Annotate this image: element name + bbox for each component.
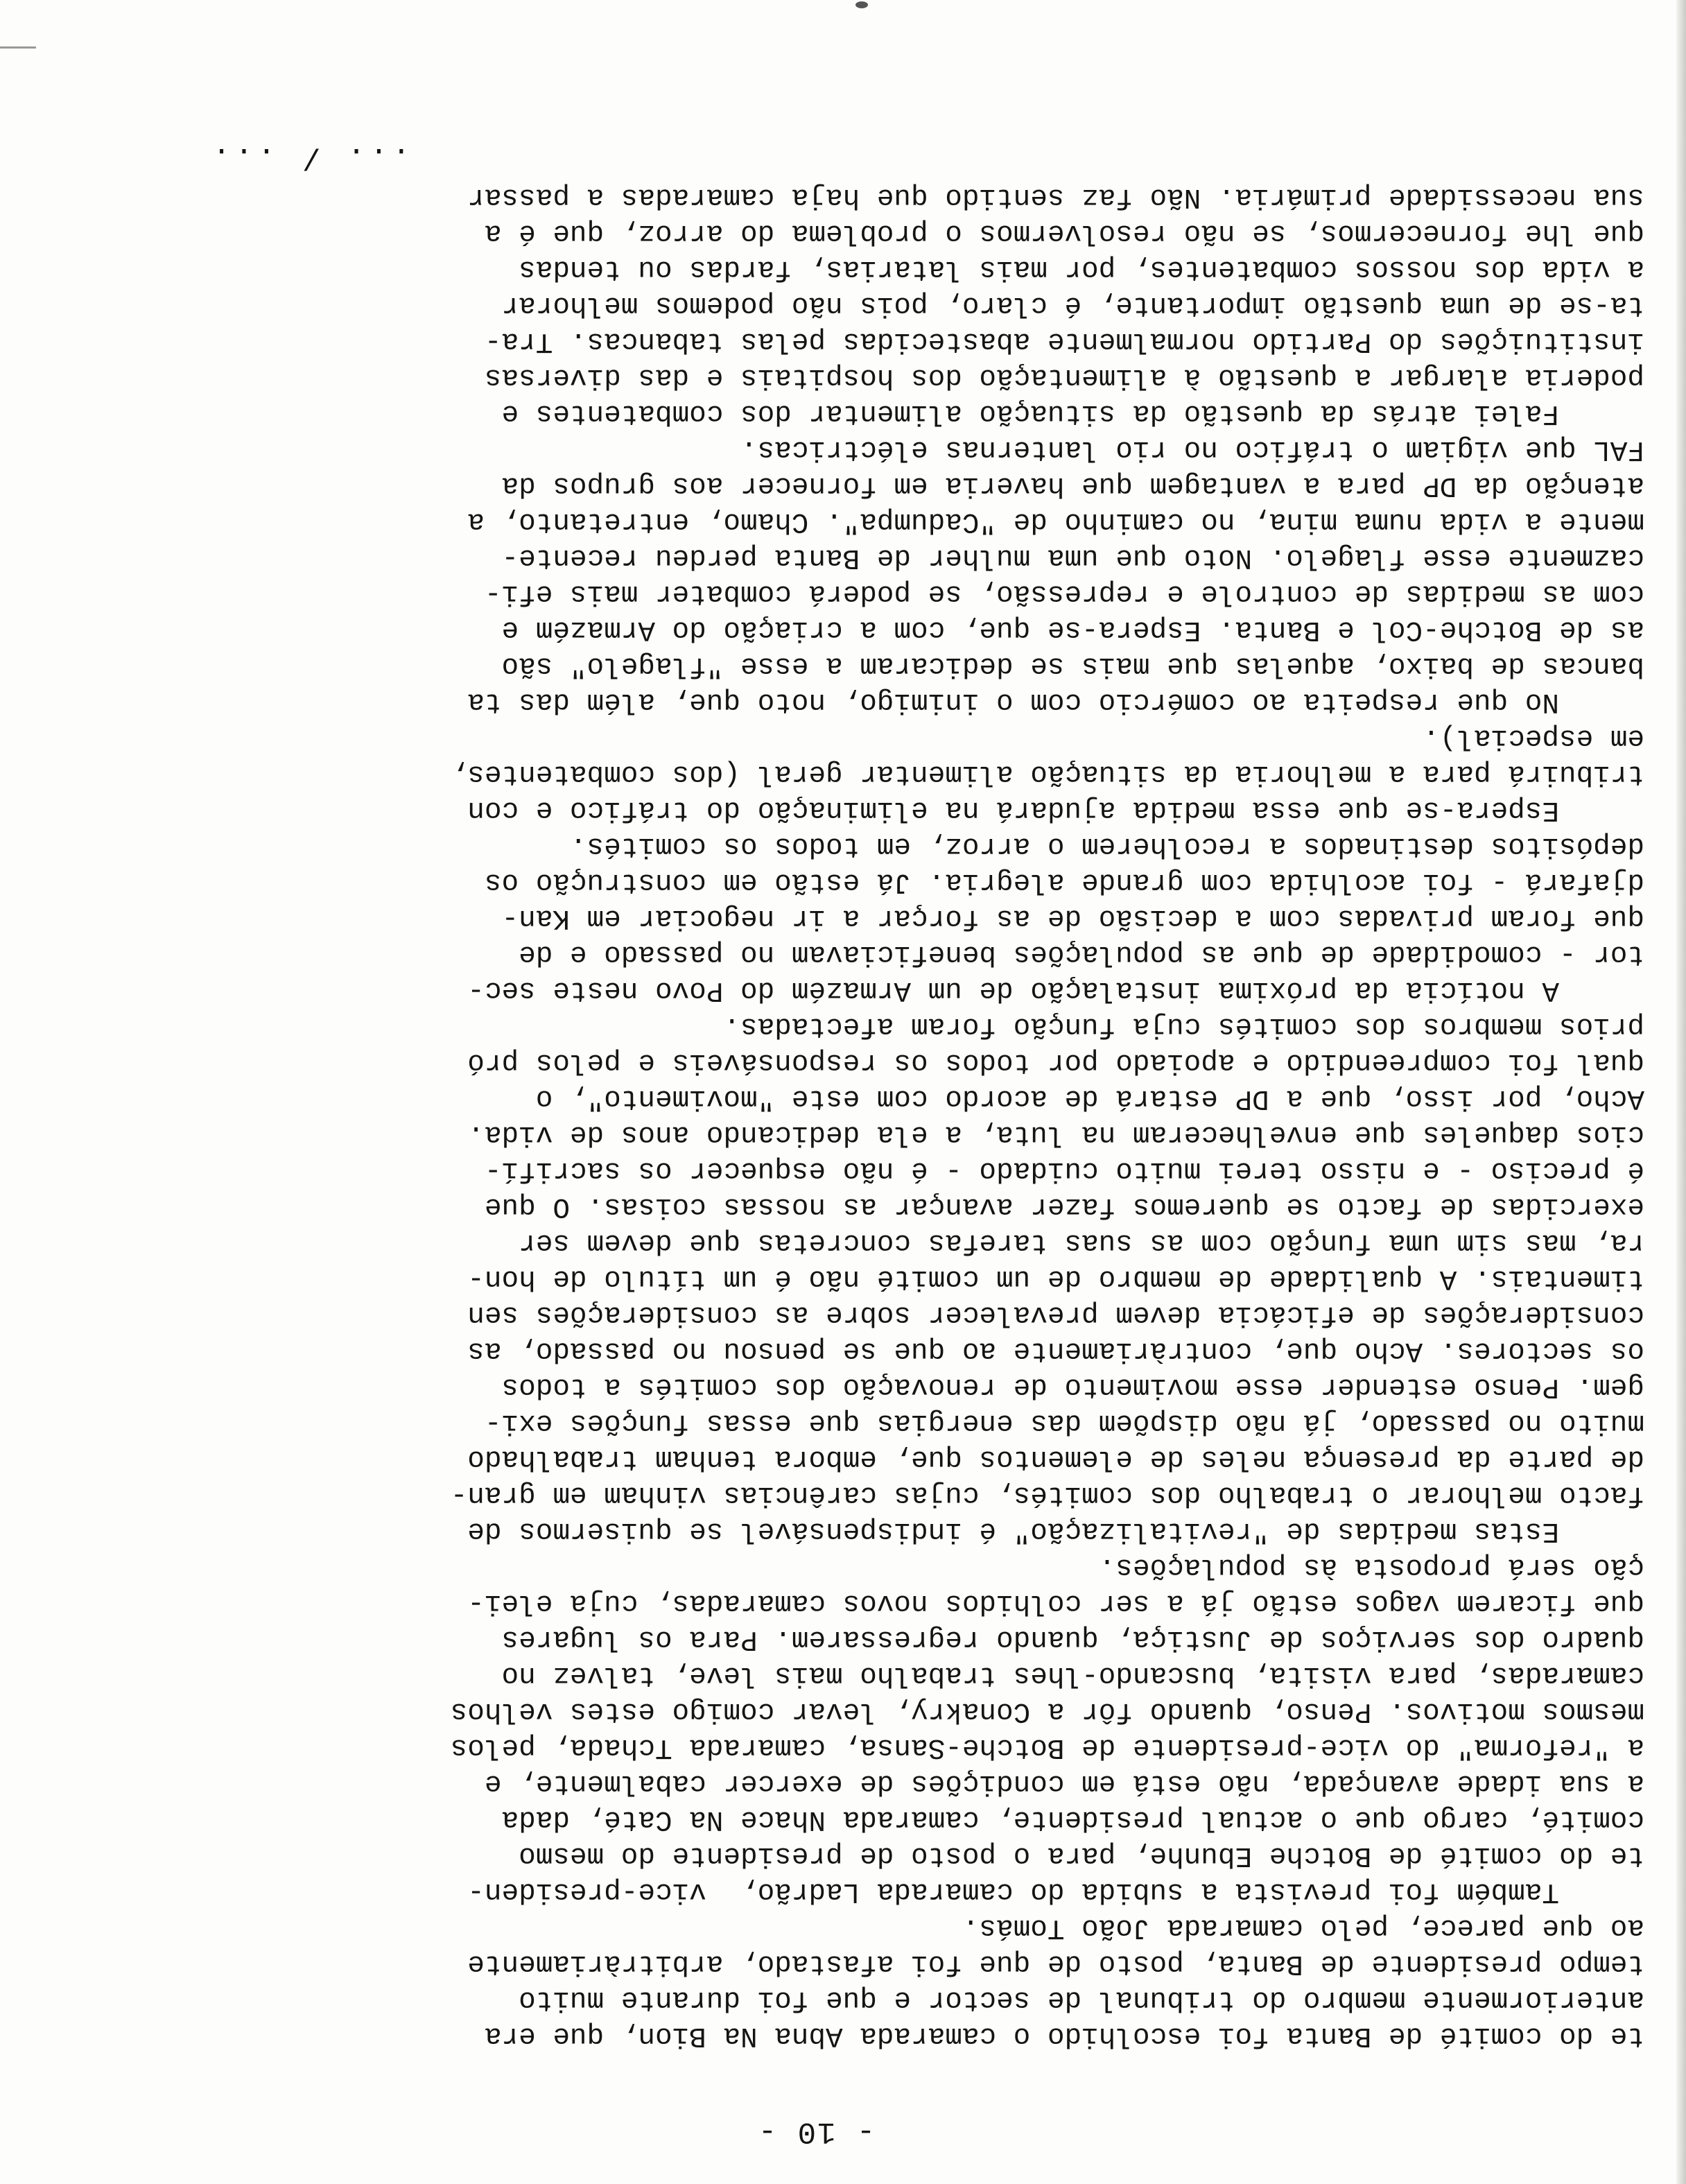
typed-sheet (133, 139, 1644, 2149)
text-line: Acho, por isso, que a DP estará de acordo com este "movimento", o (535, 1082, 1644, 1114)
text-line: timentais. A qualidade de membro de um comité não é um título de hon- (467, 1263, 1644, 1294)
text-line: facto melhorar o trabalho dos comités, cujas carências vinham em gran- (450, 1479, 1644, 1511)
text-line: mesmos motivos. Penso, quando fôr a Conakry, levar comigo estes velhos (450, 1695, 1644, 1727)
text-line: com as medidas de controle e repressão, se poderá combater mais efi- (484, 578, 1644, 609)
text-line: tribuirá para a melhoria da situação alimentar geral (dos combatentes, (450, 758, 1644, 790)
text-line: que ficarem vagos estão já a ser colhidos novos camaradas, cuja elei- (467, 1587, 1644, 1619)
text-line: instituições do Partido normalmente abastecidas pelas tabancas. Tra- (484, 325, 1644, 357)
text-line: Também foi prevista a subida do camarada Ladrão, vice-presiden- (467, 1875, 1644, 1907)
text-line: poderia alargar a questão à alimentação dos hospitais e das diversas (484, 361, 1644, 393)
text-line: Espera-se que essa medida ajudará na eliminação do tráfico e con (467, 794, 1644, 826)
paragraph (133, 720, 1644, 828)
text-line: que lhe fornecermos, se não resolvermos o problema do arroz, que é a (484, 217, 1644, 249)
text-line: a "reforma" do vice-presidente de Botche-Sansa, camarada Tchada, pelos (450, 1731, 1644, 1763)
text-line: sua necessidade primária. Não faz sentido que haja camaradas a passar (467, 181, 1644, 213)
text-line: tempo presidente de Banta, posto de que foi afastado, arbitràriamente (467, 1948, 1644, 1979)
text-line: ao que parece, pelo camarada João Tomás. (962, 1912, 1644, 1943)
paragraph (133, 1008, 1644, 1549)
text-line: muito no passado, já não dispõem das energias que essas funções exi- (484, 1407, 1644, 1439)
text-line: a vida dos nossos combatentes, por mais latarias, fardas ou tendas (519, 253, 1644, 285)
text-line: ra, mas sim uma função com as suas tarefas concretas que devem ser (519, 1227, 1644, 1258)
paragraph (133, 828, 1644, 1008)
text-line: quadro dos serviços de Justiça, quando regressarem. Para os lugares (501, 1623, 1644, 1655)
text-line: é preciso - e nisso terei muito cuidado - é não esquecer os sacrifí- (484, 1154, 1644, 1186)
body-text (133, 179, 1644, 2054)
text-line: bancas de baixo, aquelas que mais se dedicaram a esse "flagelo" são (501, 650, 1644, 682)
ink-spot (855, 1, 868, 8)
paragraph (133, 431, 1644, 720)
text-line: FAL que vigiam o tráfico no rio lanternas eléctricas. (740, 433, 1644, 465)
text-line: cazmente esse flagelo. Noto que uma mulher de Banta perdeu recente- (501, 541, 1644, 573)
page-number: - 10 - (756, 2114, 876, 2149)
text-line: a sua idade avançada, não está em condições de exercer cabalmente, e (484, 1767, 1644, 1799)
text-line: djafará - foi acolhida com grande alegria. Já estão em construção os (484, 866, 1644, 898)
paragraph (133, 1549, 1644, 1909)
text-line: te do comité de Banta foi escolhido o camarada Abna Na Bion, que era (484, 2020, 1644, 2052)
scan-edge-shadow (1676, 0, 1686, 2184)
text-line: comité, cargo que o actual presidente, camarada Nhace Na Caté, dada (501, 1803, 1644, 1835)
text-line: os sectores. Acho que, contràriamente ao que se pensou no passado, as (467, 1335, 1644, 1367)
text-line: considerações de eficácia devem prevalecer sobre as considerações sen (467, 1299, 1644, 1331)
text-line: as de Botche-Col e Banta. Espera-se que, com a criação do Armazém e (501, 614, 1644, 645)
text-line: ção será proposta às populações. (1098, 1551, 1644, 1583)
text-line: de parte da presença neles de elementos que, embora tenham trabalhado (467, 1443, 1644, 1475)
text-line: mente a vida numa mina, no caminho de "Cadumpa". Chamo, entretanto, a (467, 505, 1644, 537)
text-line: atenção da DP para a vantagem que haveria em fornecer aos grupos da (501, 469, 1644, 501)
text-line: ta-se de uma questão importante, é claro, pois não podemos melhorar (501, 289, 1644, 321)
text-line: tor - comodidade de que as populações beneficiavam no passado e de (519, 938, 1644, 970)
continuation-marker: ... / ... (208, 139, 410, 174)
text-line: Falei atrás da questão da situação alimentar dos combatentes e (501, 397, 1644, 429)
text-line: qual foi compreendido e apoiado por todos os responsáveis e pelos pró (467, 1046, 1644, 1078)
text-line: gem. Penso estender esse movimento de renovação dos comités a todos (501, 1371, 1644, 1403)
text-line: em especial). (1423, 722, 1644, 754)
text-line: depósitos destinados a recolherem o arroz, em todos os comités. (569, 830, 1644, 862)
paragraph (133, 1909, 1644, 2054)
text-line: anteriormente membro do tribunal de sector e que foi durante muito (519, 1984, 1644, 2016)
text-line: prios membros dos comités cuja função foram afectadas. (723, 1010, 1644, 1042)
text-line: No que respeita ao comércio com o inimigo, noto que, além das ta (467, 686, 1644, 718)
text-line: A notícia da próxima instalação de um Armazém do Povo neste sec- (467, 974, 1644, 1006)
text-line: cios daqueles que envelheceram na luta, a ela dedicando anos de vida. (467, 1118, 1644, 1150)
paragraph (133, 179, 1644, 431)
text-line: exercidas de facto se queremos fazer avançar as nossas coisas. O que (484, 1190, 1644, 1222)
text-line: camaradas, para visita, buscando-lhes trabalho mais leve, talvez no (501, 1659, 1644, 1691)
text-line: te do comité de Botche Ebunhe, para o posto de presidente do mesmo (519, 1839, 1644, 1871)
scan-edge-mark (0, 46, 36, 49)
text-line: que foram privadas com a decisão de as forçar a ir negociar em Kan- (501, 902, 1644, 934)
text-line: Estas medidas de "revitalização" é indispensável se quisermos de (467, 1515, 1644, 1547)
